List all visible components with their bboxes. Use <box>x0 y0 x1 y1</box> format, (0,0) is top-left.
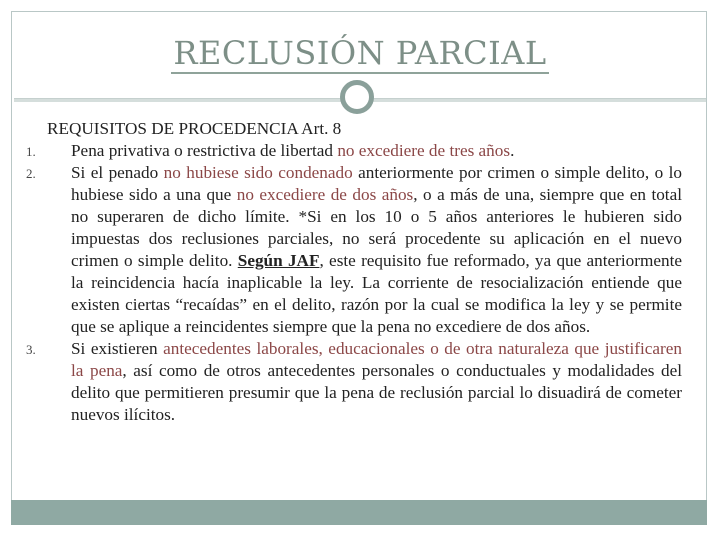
list-item <box>26 338 682 426</box>
item-text: , o a más de una, siempre que en total no superaren de dicho límite. *Si en los 10 o 5 años anteriores le hubieren sido impuestas dos reclusiones parciales, no será procedente su aplicación en el nuevo crimen o simple delito. <box>71 185 682 270</box>
list-item <box>26 162 682 338</box>
item-text: Si el penado <box>71 163 164 182</box>
list-number: 1. <box>26 144 36 159</box>
item-text: anteriormente por crimen o simple delito, o lo hubiese sido a una que <box>71 163 682 204</box>
section-heading <box>26 118 682 140</box>
item-text: . <box>510 141 515 160</box>
item-text: , este requisito fue reformado, ya que anteriormente la reincidencia hacía inaplicable la ley. La corriente de resocialización entiende que existen ciertas “recaídas” en el delito, razón por la cual se modifica la ley y se permite que se aplique a reincidentes siempre que la pena no excediere de dos años. <box>71 251 682 336</box>
list-number: 3. <box>26 342 36 357</box>
slide-content <box>26 118 682 426</box>
section-heading-text: REQUISITOS DE PROCEDENCIA Art. 8 <box>47 119 342 138</box>
list-number: 2. <box>26 166 36 181</box>
list-item <box>26 140 682 162</box>
highlight-text: no excediere de dos años <box>236 185 414 204</box>
circle-ornament-icon <box>340 80 374 114</box>
highlight-text: antecedentes laborales, educacionales o de otra naturaleza que justificaren la pena <box>71 339 683 380</box>
emphasis-text: Según JAF <box>237 251 320 270</box>
slide-title <box>0 34 720 72</box>
slide-title-text: RECLUSIÓN PARCIAL <box>173 34 547 72</box>
item-text: Si existieren <box>71 339 164 358</box>
item-text: Pena privativa o restrictiva de libertad <box>71 141 338 160</box>
bottom-bar <box>11 500 707 525</box>
item-text: , así como de otros antecedentes personales o conductuales y modalidades del delito que permitieren presumir que la pena de reclusión parcial lo disuadirá de cometer nuevos ilícitos. <box>71 361 682 424</box>
highlight-text: no hubiese sido condenado <box>163 163 353 182</box>
highlight-text: no excediere de tres años <box>337 141 511 160</box>
requirements-list <box>26 140 682 426</box>
